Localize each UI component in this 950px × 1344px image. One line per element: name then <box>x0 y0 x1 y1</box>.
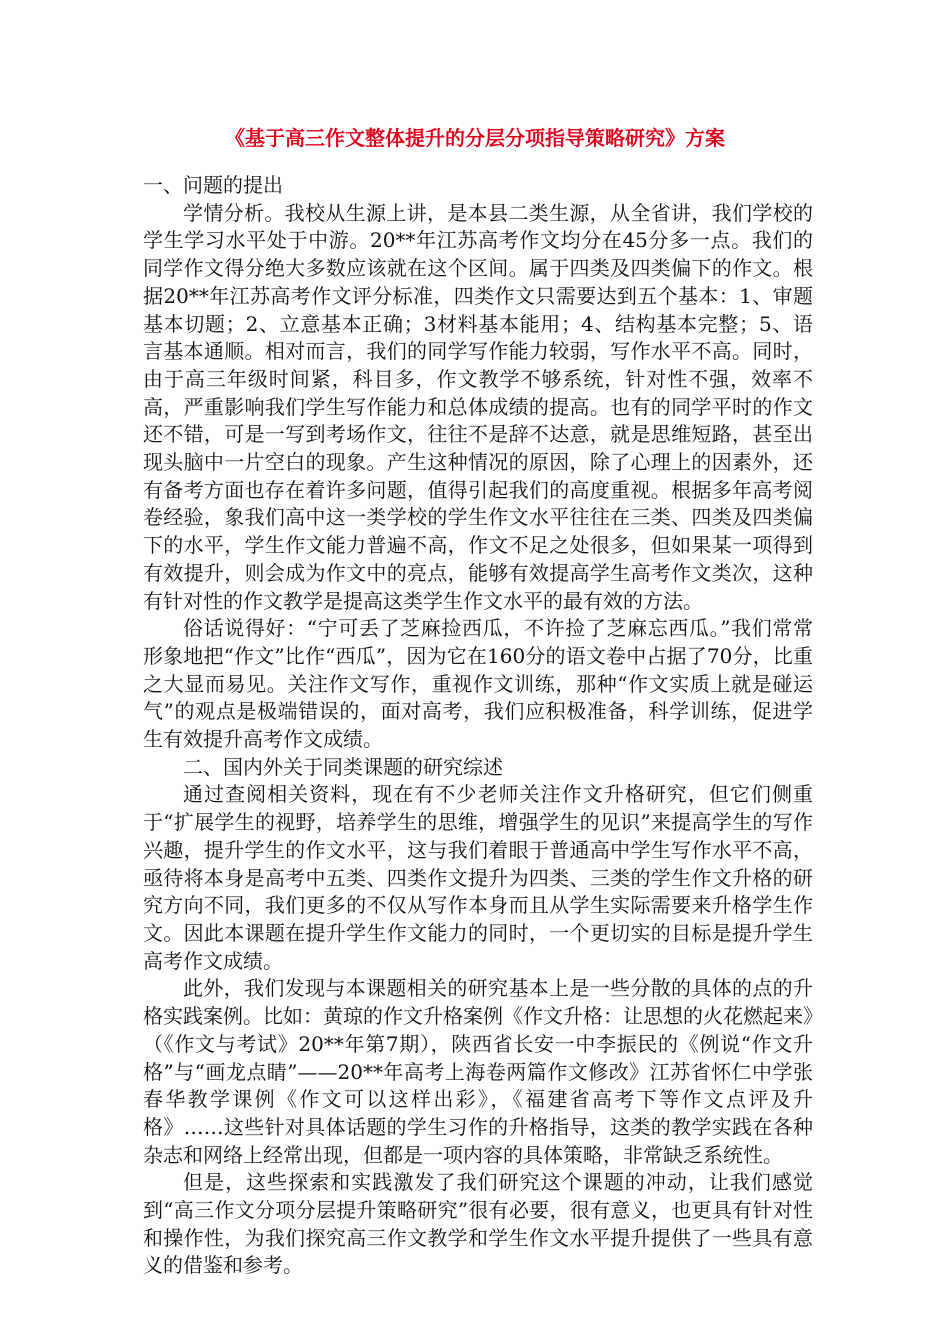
document-title: 《基于高三作文整体提升的分层分项指导策略研究》方案 <box>225 126 725 150</box>
section-heading-research-review: 二、国内外关于同类课题的研究综述 <box>183 754 503 779</box>
paragraph-motivation: 但是，这些探索和实践激发了我们研究这个课题的冲动，让我们感觉到“高三作文分项分层提升策略研究”很有必要，很有意义，也更具有针对性和操作性，为我们探究高三作文教学和学生作文水平提升提供了一些具有意义的借鉴和参考。 <box>143 1170 813 1278</box>
paragraph-situation-analysis: 学情分析。我校从生源上讲，是本县二类生源，从全省讲，我们学校的学生学习水平处于中游。20**年江苏高考作文均分在45分多一点。我们的同学作文得分绝大多数应该就在这个区间。属于四类及四类偏下的作文。根据20**年江苏高考作文评分标准，四类作文只需要达到五个基本：1、审题基本切题；2、立意基本正确；3材料基本能用；4、结构基本完整；5、语言基本通顺。相对而言，我们的同学写作能力较弱，写作水平不高。同时，由于高三年级时间紧，科目多，作文教学不够系统，针对性不强，效率不高，严重影响我们学生写作能力和总体成绩的提高。也有的同学平时的作文还不错，可是一写到考场作文，往往不是辞不达意，就是思维短路，甚至出现头脑中一片空白的现象。产生这种情况的原因，除了心理上的因素外，还有备考方面也存在着许多问题，值得引起我们的高度重视。根据多年高考阅卷经验，象我们高中这一类学校的学生作文水平往往在三类、四类及四类偏下的水平，学生作文能力普遍不高，作文不足之处很多，但如果某一项得到有效提升，则会成为作文中的亮点，能够有效提高学生高考作文类次，这种有针对性的作文教学是提高这类学生作文水平的最有效的方法。 <box>143 200 813 613</box>
paragraph-literature-review: 通过查阅相关资料，现在有不少老师关注作文升格研究，但它们侧重于“扩展学生的视野，培养学生的思维，增强学生的见识”来提高学生的写作兴趣，提升学生的作文水平，这与我们着眼于普通高中学生写作水平不高，亟待将本身是高考中五类、四类作文提升为四类、三类的学生作文升格的研究方向不同，我们更多的不仅从写作本身而且从学生实际需要来升格学生作文。因此本课题在提升学生作文能力的同时，一个更切实的目标是提升学生高考作文成绩。 <box>143 782 813 973</box>
paragraph-case-examples: 此外，我们发现与本课题相关的研究基本上是一些分散的具体的点的升格实践案例。比如：黄琼的作文升格案例《作文升格：让思想的火花燃起来》（《作文与考试》20**年第7期），陕西省长安一中李振民的《例说“作文升格”与“画龙点睛”——20**年高考上海卷两篇作文修改》江苏省怀仁中学张春华教学课例《作文可以这样出彩》，《福建省高考下等作文点评及升格》……这些针对具体话题的学生习作的升格指导，这类的教学实践在各种杂志和网络上经常出现，但都是一项内容的具体策略，非常缺乏系统性。 <box>143 976 813 1167</box>
section-heading-problem: 一、问题的提出 <box>143 173 283 197</box>
paragraph-proverb: 俗话说得好：“宁可丢了芝麻捡西瓜，不许捡了芝麻忘西瓜。”我们常常形象地把“作文”比作“西瓜”，因为它在160分的语文卷中占据了70分，比重之大显而易见。关注作文写作，重视作文训练，那种“作文实质上就是碰运气”的观点是极端错误的，面对高考，我们应积极准备，科学训练，促进学生有效提升高考作文成绩。 <box>143 616 813 752</box>
document-body <box>143 172 813 1280</box>
